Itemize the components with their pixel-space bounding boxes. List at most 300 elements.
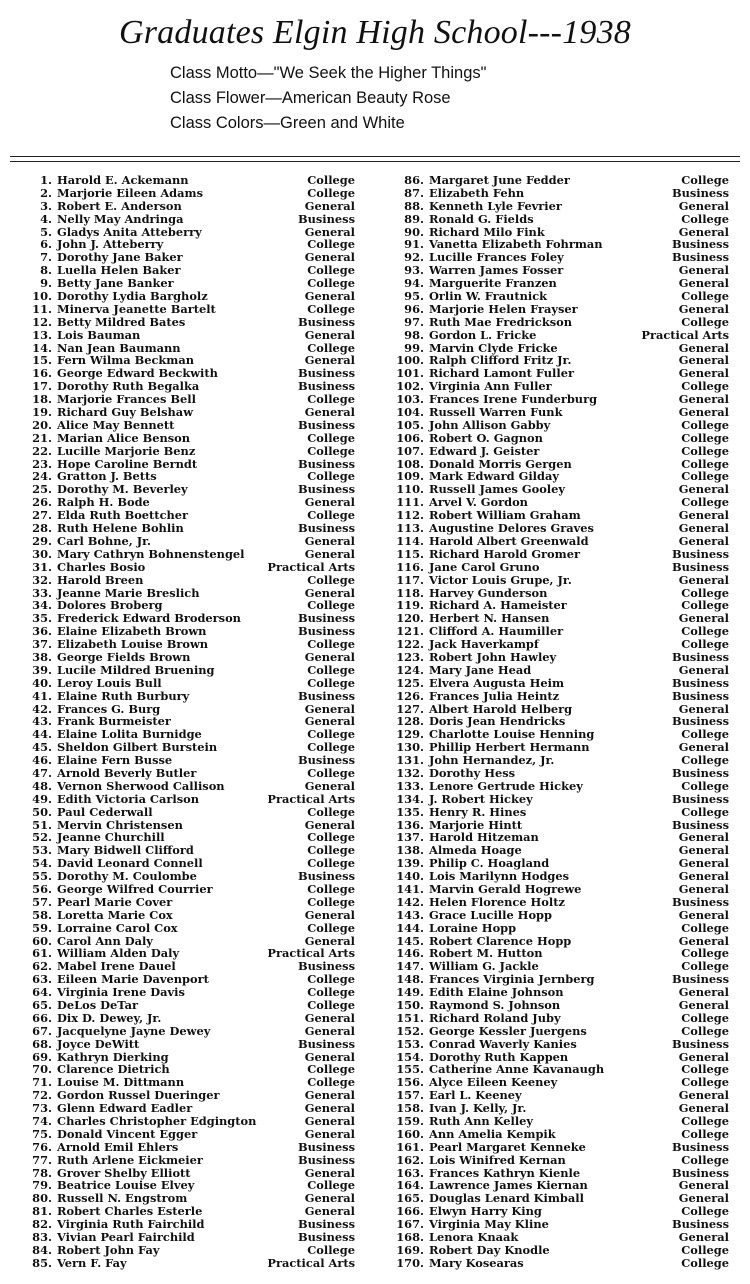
- graduate-row: [30, 677, 355, 690]
- graduate-name: George Fields Brown: [57, 649, 191, 664]
- graduate-course: Business: [671, 791, 729, 806]
- graduate-name: George Edward Beckwith: [57, 366, 218, 381]
- graduate-number: 22.: [32, 443, 52, 458]
- graduate-number: 59.: [32, 920, 52, 935]
- graduate-row: [30, 561, 355, 574]
- graduate-name: David Leonard Connell: [57, 856, 203, 871]
- graduate-number: 23.: [32, 456, 52, 471]
- graduate-number: 25.: [32, 482, 52, 497]
- graduate-row: [30, 535, 355, 548]
- graduate-number: 165.: [396, 1191, 424, 1206]
- graduate-number: 134.: [396, 791, 424, 806]
- graduate-course: General: [678, 353, 729, 368]
- graduate-name: Robert M. Hutton: [429, 946, 543, 961]
- graduate-course: College: [307, 920, 355, 935]
- graduate-row: [30, 999, 355, 1012]
- graduate-course: College: [307, 985, 355, 1000]
- graduate-number: 10.: [32, 289, 52, 304]
- graduate-number: 151.: [396, 1010, 424, 1025]
- graduate-number: 161.: [396, 1139, 424, 1154]
- graduate-number: 163.: [396, 1165, 424, 1180]
- graduate-number: 75.: [32, 1126, 52, 1141]
- graduate-number: 119.: [396, 598, 424, 613]
- graduate-number: 42.: [32, 701, 52, 716]
- graduate-course: College: [681, 598, 729, 613]
- graduate-number: 148.: [396, 972, 424, 987]
- graduate-course: Business: [671, 688, 729, 703]
- graduate-row: [30, 290, 355, 303]
- graduate-name: Frances Julia Heintz: [429, 688, 560, 703]
- graduate-course: Business: [297, 1139, 355, 1154]
- graduate-course: Business: [671, 250, 729, 265]
- graduate-row: [394, 780, 729, 793]
- graduate-number: 100.: [396, 353, 424, 368]
- graduate-row: [394, 883, 729, 896]
- graduate-course: College: [681, 959, 729, 974]
- class-info: [170, 61, 487, 136]
- graduate-course: College: [681, 1075, 729, 1090]
- graduate-course: Business: [671, 649, 729, 664]
- graduate-number: 104.: [396, 405, 424, 420]
- graduate-course: College: [681, 637, 729, 652]
- graduate-number: 121.: [396, 624, 424, 639]
- graduate-number: 8.: [40, 263, 52, 278]
- graduate-row: [394, 200, 729, 213]
- graduate-number: 64.: [32, 985, 52, 1000]
- graduate-course: Business: [297, 1036, 355, 1051]
- graduate-number: 128.: [396, 714, 424, 729]
- graduate-row: [394, 174, 729, 187]
- graduate-name: Augustine Delores Graves: [429, 521, 594, 536]
- graduate-name: Fern Wilma Beckman: [57, 353, 195, 368]
- graduate-number: 143.: [396, 907, 424, 922]
- graduate-row: [30, 574, 355, 587]
- graduate-row: [394, 677, 729, 690]
- graduate-course: Business: [671, 559, 729, 574]
- graduate-course: Business: [671, 894, 729, 909]
- graduate-course: College: [307, 830, 355, 845]
- graduate-number: 132.: [396, 765, 424, 780]
- graduate-course: General: [678, 263, 729, 278]
- graduate-number: 1.: [40, 173, 52, 187]
- graduate-name: Lucille Frances Foley: [429, 250, 564, 265]
- graduate-row: [394, 793, 729, 806]
- graduate-number: 110.: [396, 482, 424, 497]
- graduate-course: General: [678, 508, 729, 523]
- graduate-number: 84.: [32, 1242, 52, 1257]
- graduate-number: 61.: [32, 946, 52, 961]
- graduate-name: Minerva Jeanette Bartelt: [57, 301, 216, 316]
- graduate-course: General: [678, 301, 729, 316]
- graduate-row: [30, 1257, 355, 1270]
- graduate-name: Albert Harold Helberg: [429, 701, 573, 716]
- graduate-name: Frances G. Burg: [57, 701, 161, 716]
- graduate-course: General: [304, 1126, 355, 1141]
- graduate-number: 113.: [396, 521, 424, 536]
- graduate-course: General: [678, 843, 729, 858]
- graduate-number: 88.: [404, 198, 424, 213]
- graduate-row: [30, 1038, 355, 1051]
- graduate-name: Richard Roland Juby: [429, 1010, 561, 1025]
- graduate-course: College: [681, 1152, 729, 1167]
- graduate-course: Practical Arts: [267, 559, 355, 574]
- graduate-course: College: [681, 753, 729, 768]
- graduate-course: General: [304, 1101, 355, 1116]
- graduate-row: [30, 1244, 355, 1257]
- graduate-row: [30, 522, 355, 535]
- graduate-row: [394, 187, 729, 200]
- graduate-course: College: [681, 920, 729, 935]
- graduate-number: 95.: [404, 289, 424, 304]
- graduate-course: College: [307, 1062, 355, 1077]
- graduate-name: Victor Louis Grupe, Jr.: [429, 572, 572, 587]
- graduate-course: College: [681, 624, 729, 639]
- graduate-number: 16.: [32, 366, 52, 381]
- graduate-course: General: [678, 405, 729, 420]
- graduate-course: General: [304, 1088, 355, 1103]
- graduate-name: Kenneth Lyle Fevrier: [429, 198, 562, 213]
- graduate-number: 57.: [32, 894, 52, 909]
- graduate-number: 40.: [32, 675, 52, 690]
- graduate-number: 72.: [32, 1088, 52, 1103]
- graduate-name: Robert William Graham: [429, 508, 581, 523]
- graduate-course: Business: [671, 972, 729, 987]
- graduate-course: General: [304, 817, 355, 832]
- graduate-number: 50.: [32, 804, 52, 819]
- graduate-name: Lucille Marjorie Benz: [57, 443, 196, 458]
- graduate-number: 56.: [32, 881, 52, 896]
- graduate-number: 115.: [396, 546, 424, 561]
- graduate-name: Frances Irene Funderburg: [429, 392, 598, 407]
- graduate-name: Kathryn Dierking: [57, 1049, 169, 1064]
- graduate-name: Herbert N. Hansen: [429, 611, 550, 626]
- graduate-course: General: [304, 533, 355, 548]
- graduate-name: Elaine Elizabeth Brown: [57, 624, 207, 639]
- graduate-course: General: [304, 649, 355, 664]
- graduate-course: Business: [297, 521, 355, 536]
- graduate-name: Mary Jane Head: [429, 662, 532, 677]
- graduate-course: College: [307, 301, 355, 316]
- graduate-name: Loraine Hopp: [429, 920, 517, 935]
- graduate-name: Marjorie Hintt: [429, 817, 523, 832]
- graduate-course: College: [307, 881, 355, 896]
- graduate-name: Loretta Marie Cox: [57, 907, 173, 922]
- graduate-name: Gordon Russel Dueringer: [57, 1088, 220, 1103]
- graduate-name: DeLos DeTar: [57, 998, 139, 1012]
- graduate-number: 63.: [32, 972, 52, 987]
- graduate-course: College: [681, 1255, 729, 1270]
- graduate-number: 45.: [32, 740, 52, 755]
- graduate-course: College: [307, 740, 355, 755]
- graduate-name: Paul Cederwall: [57, 804, 153, 819]
- graduate-name: Sheldon Gilbert Burstein: [57, 740, 218, 755]
- graduate-number: 137.: [396, 830, 424, 845]
- graduate-number: 98.: [404, 327, 424, 342]
- graduate-course: College: [681, 804, 729, 819]
- graduate-number: 94.: [404, 276, 424, 291]
- graduate-number: 48.: [32, 778, 52, 793]
- graduate-name: Mary Cathryn Bohnenstengel: [57, 546, 245, 561]
- graduate-name: Elaine Lolita Burnidge: [57, 727, 202, 742]
- graduate-number: 85.: [32, 1255, 52, 1270]
- graduate-name: Gordon L. Fricke: [429, 327, 537, 342]
- graduate-number: 99.: [404, 340, 424, 355]
- graduate-number: 21.: [32, 430, 52, 445]
- graduate-number: 140.: [396, 869, 424, 884]
- graduate-course: College: [307, 572, 355, 587]
- graduate-number: 41.: [32, 688, 52, 703]
- graduate-number: 146.: [396, 946, 424, 961]
- graduate-number: 52.: [32, 830, 52, 845]
- graduate-number: 166.: [396, 1204, 424, 1219]
- graduate-number: 31.: [32, 559, 52, 574]
- graduate-course: General: [678, 998, 729, 1012]
- graduate-row: [30, 651, 355, 664]
- graduate-name: Gratton J. Betts: [57, 469, 157, 484]
- graduate-course: College: [681, 443, 729, 458]
- graduate-number: 13.: [32, 327, 52, 342]
- graduate-number: 62.: [32, 959, 52, 974]
- graduate-row: [30, 806, 355, 819]
- graduate-name: Ruth Helene Bohlin: [57, 521, 184, 536]
- graduate-number: 58.: [32, 907, 52, 922]
- graduate-name: Dorothy Ruth Kappen: [429, 1049, 569, 1064]
- graduate-course: Practical Arts: [641, 327, 729, 342]
- graduate-course: College: [307, 894, 355, 909]
- graduate-name: Donald Vincent Egger: [57, 1126, 198, 1141]
- graduate-row: [394, 806, 729, 819]
- graduate-name: Betty Mildred Bates: [57, 314, 186, 329]
- graduate-number: 54.: [32, 856, 52, 871]
- graduate-name: Elda Ruth Boettcher: [57, 508, 189, 523]
- graduate-name: William G. Jackle: [429, 959, 539, 974]
- graduate-course: General: [678, 572, 729, 587]
- graduate-name: Joyce DeWitt: [57, 1036, 140, 1051]
- graduate-number: 159.: [396, 1114, 424, 1129]
- graduate-course: College: [307, 598, 355, 613]
- graduate-course: College: [681, 469, 729, 484]
- graduate-name: Dolores Broberg: [57, 598, 163, 613]
- graduate-name: Frederick Edward Broderson: [57, 611, 241, 626]
- graduate-course: Business: [297, 314, 355, 329]
- class-flower: Class Flower—American Beauty Rose: [170, 89, 451, 107]
- graduate-number: 15.: [32, 353, 52, 368]
- graduate-course: General: [678, 366, 729, 381]
- graduate-name: Jeanne Marie Breslich: [57, 585, 200, 600]
- graduate-course: General: [304, 327, 355, 342]
- graduate-number: 86.: [404, 173, 424, 187]
- graduate-row: [30, 213, 355, 226]
- graduate-number: 135.: [396, 804, 424, 819]
- graduate-name: Clarence Dietrich: [57, 1062, 170, 1077]
- graduate-row: [394, 290, 729, 303]
- divider-bottom: [10, 161, 740, 162]
- graduate-number: 136.: [396, 817, 424, 832]
- graduate-name: Eileen Marie Davenport: [57, 972, 209, 987]
- graduate-name: Vivian Pearl Fairchild: [57, 1230, 195, 1245]
- graduate-course: General: [678, 533, 729, 548]
- graduate-name: Frances Virginia Jernberg: [429, 972, 595, 987]
- graduate-name: Carl Bohne, Jr.: [57, 533, 152, 548]
- graduate-name: Lorraine Carol Cox: [57, 920, 178, 935]
- graduate-name: Marian Alice Benson: [57, 430, 191, 445]
- graduate-name: John Allison Gabby: [429, 417, 551, 432]
- graduate-course: College: [681, 289, 729, 304]
- graduate-name: Charles Bosio: [57, 559, 146, 574]
- graduate-name: Marjorie Frances Bell: [57, 392, 196, 407]
- graduate-number: 80.: [32, 1191, 52, 1206]
- graduate-name: Marjorie Helen Frayser: [429, 301, 578, 316]
- graduate-name: Mabel Irene Dauel: [57, 959, 176, 974]
- graduate-number: 32.: [32, 572, 52, 587]
- graduate-course: General: [304, 1049, 355, 1064]
- graduate-course: College: [307, 765, 355, 780]
- graduate-number: 131.: [396, 753, 424, 768]
- graduate-number: 169.: [396, 1242, 424, 1257]
- graduate-number: 127.: [396, 701, 424, 716]
- graduate-row: [394, 535, 729, 548]
- graduate-course: College: [307, 340, 355, 355]
- graduate-course: College: [307, 998, 355, 1012]
- graduate-name: Russell N. Engstrom: [57, 1191, 188, 1206]
- graduate-number: 2.: [40, 185, 52, 200]
- graduate-name: Russell James Gooley: [429, 482, 566, 497]
- graduate-number: 109.: [396, 469, 424, 484]
- graduate-number: 118.: [396, 585, 424, 600]
- graduate-course: General: [678, 933, 729, 948]
- graduate-name: Elizabeth Louise Brown: [57, 637, 209, 652]
- graduate-name: Luella Helen Baker: [57, 263, 181, 278]
- graduate-name: Elaine Ruth Burbury: [57, 688, 190, 703]
- graduate-name: Beatrice Louise Elvey: [57, 1178, 195, 1193]
- graduate-row: [394, 329, 729, 342]
- graduate-row: [30, 690, 355, 703]
- graduate-name: Grace Lucille Hopp: [429, 907, 552, 922]
- graduate-number: 142.: [396, 894, 424, 909]
- graduate-name: John J. Atteberry: [57, 237, 164, 252]
- graduate-course: General: [304, 1191, 355, 1206]
- graduate-name: Marguerite Franzen: [429, 276, 557, 291]
- graduate-name: Ralph H. Bode: [57, 495, 150, 510]
- graduate-name: Edith Elaine Johnson: [429, 985, 564, 1000]
- graduate-row: [30, 1025, 355, 1038]
- graduate-name: Elwyn Harry King: [429, 1204, 542, 1219]
- page-title: Graduates Elgin High School---1938: [118, 14, 632, 51]
- graduate-name: Ivan J. Kelly, Jr.: [429, 1101, 527, 1116]
- graduate-course: General: [304, 933, 355, 948]
- graduate-number: 27.: [32, 508, 52, 523]
- graduate-row: [394, 574, 729, 587]
- graduate-course: Business: [671, 185, 729, 200]
- graduate-row: [394, 522, 729, 535]
- graduate-row: [30, 406, 355, 419]
- graduate-number: 120.: [396, 611, 424, 626]
- graduate-course: College: [681, 379, 729, 394]
- graduate-row: [30, 896, 355, 909]
- graduate-number: 150.: [396, 998, 424, 1012]
- graduate-course: College: [307, 237, 355, 252]
- graduate-name: Robert Charles Esterle: [57, 1204, 203, 1219]
- graduate-number: 124.: [396, 662, 424, 677]
- graduate-name: George Kessler Juergens: [429, 1023, 587, 1038]
- graduate-number: 93.: [404, 263, 424, 278]
- graduate-row: [30, 767, 355, 780]
- graduate-number: 5.: [40, 224, 52, 239]
- graduate-number: 20.: [32, 417, 52, 432]
- graduate-number: 152.: [396, 1023, 424, 1038]
- graduate-row: [394, 1025, 729, 1038]
- graduate-number: 47.: [32, 765, 52, 780]
- graduate-row: [394, 767, 729, 780]
- graduate-number: 147.: [396, 959, 424, 974]
- graduate-name: Harold E. Ackemann: [57, 173, 189, 187]
- graduate-number: 35.: [32, 611, 52, 626]
- graduate-name: Glenn Edward Eadler: [57, 1101, 193, 1116]
- graduate-name: Dorothy M. Coulombe: [57, 869, 197, 884]
- graduate-name: Jacquelyne Jayne Dewey: [57, 1023, 211, 1038]
- graduate-number: 158.: [396, 1101, 424, 1116]
- graduate-course: Business: [297, 379, 355, 394]
- graduate-name: Mark Edward Gilday: [429, 469, 559, 484]
- graduate-course: Business: [297, 1217, 355, 1232]
- graduate-number: 156.: [396, 1075, 424, 1090]
- graduate-name: Margaret June Fedder: [429, 173, 570, 187]
- graduate-number: 89.: [404, 211, 424, 226]
- graduate-name: Robert John Hawley: [429, 649, 557, 664]
- graduate-row: [30, 187, 355, 200]
- graduate-course: General: [304, 1204, 355, 1219]
- graduate-number: 17.: [32, 379, 52, 394]
- graduate-name: Raymond S. Johnson: [429, 998, 561, 1012]
- graduate-row: [394, 1244, 729, 1257]
- graduate-course: College: [307, 263, 355, 278]
- graduate-row: [30, 548, 355, 561]
- graduate-course: General: [678, 1191, 729, 1206]
- graduate-course: General: [304, 546, 355, 561]
- graduate-number: 28.: [32, 521, 52, 536]
- graduate-course: College: [307, 443, 355, 458]
- graduate-number: 30.: [32, 546, 52, 561]
- graduate-course: College: [681, 173, 729, 187]
- graduate-row: [394, 432, 729, 445]
- graduate-course: Business: [297, 482, 355, 497]
- graduate-name: Virginia Ann Fuller: [429, 379, 552, 394]
- graduate-course: General: [678, 1230, 729, 1245]
- graduate-number: 68.: [32, 1036, 52, 1051]
- graduate-course: General: [678, 985, 729, 1000]
- graduate-name: Lois Winifred Kernan: [429, 1152, 566, 1167]
- graduate-row: [394, 999, 729, 1012]
- graduate-name: Lucile Mildred Bruening: [57, 662, 215, 677]
- graduate-course: College: [307, 843, 355, 858]
- graduate-row: [394, 561, 729, 574]
- graduate-name: Pearl Margaret Kenneke: [429, 1139, 586, 1154]
- graduate-number: 144.: [396, 920, 424, 935]
- graduate-row: [394, 1128, 729, 1141]
- graduate-course: General: [304, 1023, 355, 1038]
- graduate-name: Dorothy Jane Baker: [57, 250, 183, 265]
- graduate-name: Marvin Clyde Fricke: [429, 340, 558, 355]
- graduate-course: College: [681, 946, 729, 961]
- graduate-name: Mary Bidwell Clifford: [57, 843, 194, 858]
- graduate-row: [30, 1231, 355, 1244]
- graduate-number: 46.: [32, 753, 52, 768]
- graduate-name: Ruth Ann Kelley: [429, 1114, 534, 1129]
- graduate-name: Hope Caroline Berndt: [57, 456, 198, 471]
- graduate-name: Lawrence James Kiernan: [429, 1178, 588, 1193]
- graduate-name: William Alden Daly: [57, 946, 180, 961]
- graduate-course: General: [304, 198, 355, 213]
